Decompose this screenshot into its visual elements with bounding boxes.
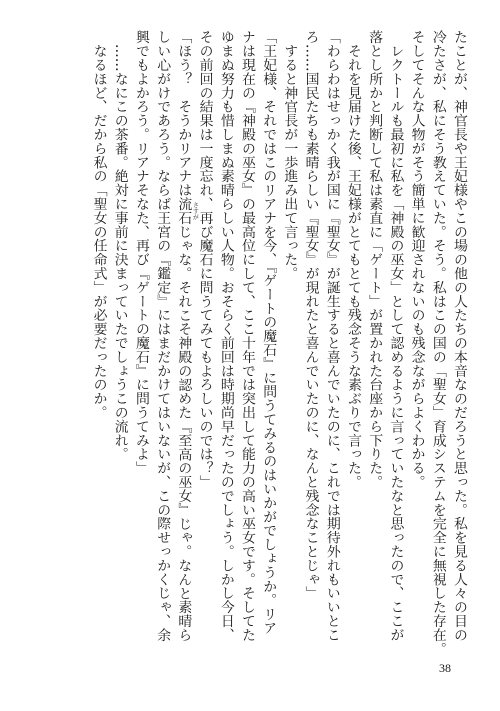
text-segment: 「ほう？ そうかリアナは: [175, 30, 192, 197]
text-column: ゆまぬ努力も惜しまぬ素晴らしい人物。おそらく前回は時期尚早だったのでしょう。しかし今日、: [217, 30, 234, 642]
ruby-base: [175, 196, 199, 225]
page-number: 38: [439, 661, 451, 675]
text-column: すると神官長が一歩進み出て言った。: [281, 30, 298, 281]
text-column: その前回の結果は一度忘れ、再び魔石に問うてみてもよろしいのでは？」: [196, 30, 213, 489]
text-column: 冷たさが、私にそう教えていた。そう。私はこの国の「聖女」育成システムを完全に無視した存在。: [429, 30, 446, 656]
text-column: そしてそんな人物がそう簡単に歓迎されないのも残念ながらよくわかる。: [408, 30, 425, 489]
ruby-base-text: 流石: [175, 196, 192, 225]
text-column: [172, 30, 199, 660]
vertical-text-block: [87, 30, 469, 660]
text-column: ……なにこの茶番。絶対に事前に決まっていたでしょうこの流れ。: [111, 30, 128, 461]
text-column: たことが、神官長や王妃様やこの場の他の人たちの本音なのだろうと思った。私を見る人々の目の: [451, 30, 467, 642]
text-column: 落とし所かと判断して私は素直に「ゲート」が置かれた台座から下りた。: [366, 30, 383, 489]
text-column: レクトールも最初に私を「神殿の巫女」として認めるように言っていたなと思ったので、ここが: [387, 30, 404, 642]
text-segment: じゃな。それこそ神殿の認めた『至高の巫女』じゃ。なんと素晴ら: [175, 224, 192, 642]
text-column: それを見届けた後、王妃様がとてもとても残念そうな素ぶりで言った。: [344, 30, 361, 489]
text-column: 「王妃様、それではこのリアナを今、『ゲートの魔石』に問うてみるのはいかがでしょうか。リア: [260, 30, 277, 635]
text-column: なるほど、だから私の「聖女の任命式」が必要だったのか。: [90, 30, 107, 420]
text-column: 「わらわはせっかく我が国に『聖女』が誕生すると喜んでいたのに、これでは期待外れもいいとこ: [323, 30, 340, 642]
ruby-text: さすが: [191, 201, 199, 220]
text-column: ナは現在の『神殿の巫女』の最高位にして、ここ十年では突出して能力の高い巫女です。そしてた: [238, 30, 255, 642]
text-column: しい心がけであろう。ならば王宮の『鑑定』にはまだかけてはいないが、この際せっかくじゃ、余: [154, 30, 171, 642]
text-column: ろ……国民たちも素晴らしい『聖女』が現れたと喜んでいたのに、なんと残念なことじゃ」: [302, 30, 319, 600]
text-column: 興でもよかろう。リアナそなた、再び『ゲートの魔石』に問うてみよ」: [132, 30, 149, 475]
